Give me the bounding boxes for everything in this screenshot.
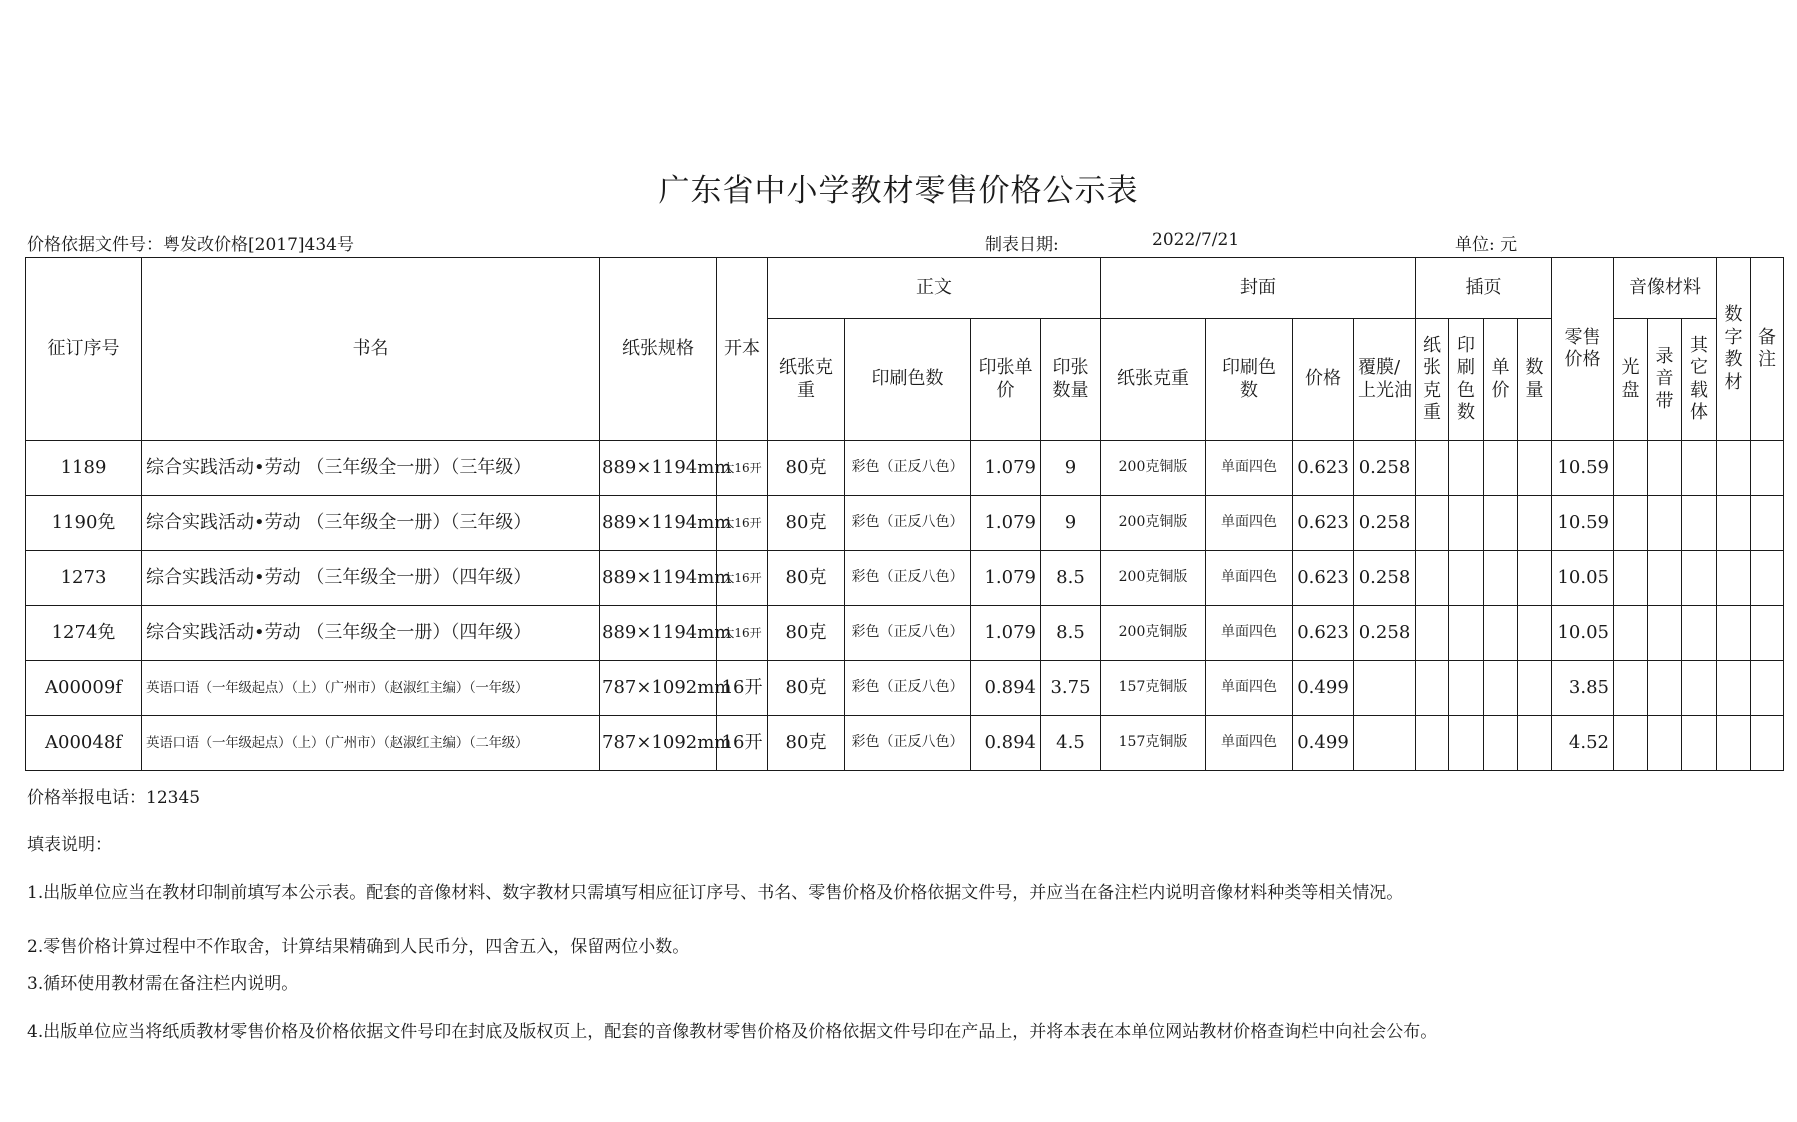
cell-order-no: 1273 [26,551,142,606]
col-cover-price: 价格 [1293,319,1354,441]
cell-empty [1518,606,1552,661]
cell-empty [1717,606,1751,661]
cell-retail-price: 10.59 [1552,496,1614,551]
cell-empty [1682,441,1717,496]
cell-cover-paper: 200克铜版 [1101,551,1206,606]
cell-cover-paper: 200克铜版 [1101,606,1206,661]
cell-empty [1416,661,1449,716]
col-retail-price: 零售价格 [1552,258,1614,441]
date-label: 制表日期: [985,235,1059,255]
col-order-no: 征订序号 [26,258,142,441]
cell-order-no: A00048f [26,716,142,771]
col-book-name: 书名 [142,258,600,441]
cell-sheet-price: 0.894 [971,661,1041,716]
cell-order-no: 1189 [26,441,142,496]
cell-empty [1614,496,1648,551]
cell-empty [1648,716,1682,771]
cell-empty [1614,661,1648,716]
cell-sheet-count: 8.5 [1041,606,1101,661]
report-phone: 价格举报电话：12345 [27,788,201,808]
cell-order-no: A00009f [26,661,142,716]
cell-cover-film: 0.258 [1354,496,1416,551]
page-title: 广东省中小学教材零售价格公示表 [658,173,1139,209]
cell-format: 大16开 [717,496,768,551]
cell-body-paper: 80克 [768,716,845,771]
cell-empty [1449,441,1484,496]
cell-empty [1449,496,1484,551]
col-body-paper-weight: 纸张克重 [768,319,845,441]
cell-empty [1518,716,1552,771]
cell-empty [1751,551,1784,606]
col-av-tape: 录音带 [1648,319,1682,441]
cell-paper-spec: 889×1194mm [600,441,717,496]
cell-empty [1518,441,1552,496]
cell-book-name: 综合实践活动•劳动 （三年级全一册）（四年级） [142,551,600,606]
cell-book-name: 综合实践活动•劳动 （三年级全一册）（四年级） [142,606,600,661]
cell-cover-price: 0.623 [1293,496,1354,551]
cell-paper-spec: 889×1194mm [600,606,717,661]
cell-sheet-count: 4.5 [1041,716,1101,771]
cell-order-no: 1274免 [26,606,142,661]
cell-empty [1518,661,1552,716]
cell-sheet-count: 8.5 [1041,551,1101,606]
cell-empty [1751,606,1784,661]
table-row [26,606,1784,661]
cell-empty [1717,716,1751,771]
cell-empty [1484,551,1518,606]
cell-cover-price: 0.623 [1293,441,1354,496]
cell-empty [1449,661,1484,716]
cell-book-name: 综合实践活动•劳动 （三年级全一册）（三年级） [142,496,600,551]
cell-empty [1518,551,1552,606]
cell-sheet-count: 3.75 [1041,661,1101,716]
group-body-text: 正文 [768,258,1101,319]
cell-cover-film [1354,661,1416,716]
cell-body-color: 彩色（正反八色） [845,496,971,551]
cell-empty [1717,496,1751,551]
header-row-1 [26,258,1784,319]
cell-cover-price: 0.623 [1293,551,1354,606]
cell-empty [1416,716,1449,771]
cell-empty [1449,606,1484,661]
cell-empty [1416,496,1449,551]
col-cover-film: 覆膜/上光油 [1354,319,1416,441]
cell-cover-color: 单面四色 [1206,551,1293,606]
table-row [26,661,1784,716]
cell-empty [1449,716,1484,771]
cell-empty [1484,441,1518,496]
cell-empty [1717,661,1751,716]
cell-book-name: 英语口语（一年级起点）（上）（广州市）（赵淑红主编）（一年级） [142,661,600,716]
table-row [26,441,1784,496]
col-format: 开本 [717,258,768,441]
cell-empty [1416,606,1449,661]
cell-empty [1682,606,1717,661]
col-insert-print-color: 印刷色数 [1449,319,1484,441]
cell-body-color: 彩色（正反八色） [845,606,971,661]
cell-format: 大16开 [717,441,768,496]
col-digital-textbook: 数字教材 [1717,258,1751,441]
cell-paper-spec: 787×1092mm [600,661,717,716]
cell-cover-color: 单面四色 [1206,441,1293,496]
cell-cover-color: 单面四色 [1206,661,1293,716]
col-insert-qty: 数量 [1518,319,1552,441]
col-remark: 备注 [1751,258,1784,441]
cell-cover-paper: 157克铜版 [1101,716,1206,771]
cell-body-paper: 80克 [768,496,845,551]
cell-format: 16开 [717,716,768,771]
cell-cover-film: 0.258 [1354,606,1416,661]
cell-cover-color: 单面四色 [1206,496,1293,551]
note-1: 1.出版单位应当在教材印制前填写本公示表。配套的音像材料、数字教材只需填写相应征订序号、书名、零售价格及价格依据文件号，并应当在备注栏内说明音像材料种类等相关情况。 [27,883,1404,903]
cell-cover-color: 单面四色 [1206,606,1293,661]
cell-sheet-price: 1.079 [971,551,1041,606]
price-basis-doc: 价格依据文件号：粤发改价格[2017]434号 [27,235,354,255]
cell-cover-price: 0.499 [1293,661,1354,716]
cell-empty [1484,496,1518,551]
cell-retail-price: 10.59 [1552,441,1614,496]
cell-format: 大16开 [717,606,768,661]
group-av-materials: 音像材料 [1614,258,1717,319]
cell-empty [1682,716,1717,771]
cell-body-color: 彩色（正反八色） [845,551,971,606]
cell-retail-price: 10.05 [1552,551,1614,606]
cell-empty [1484,661,1518,716]
cell-retail-price: 4.52 [1552,716,1614,771]
cell-body-paper: 80克 [768,441,845,496]
price-table [25,257,1784,771]
table-row [26,496,1784,551]
col-sheet-count: 印张数量 [1041,319,1101,441]
cell-empty [1717,551,1751,606]
cell-empty [1614,606,1648,661]
cell-paper-spec: 889×1194mm [600,496,717,551]
cell-body-color: 彩色（正反八色） [845,661,971,716]
cell-body-paper: 80克 [768,606,845,661]
cell-sheet-price: 1.079 [971,606,1041,661]
cell-sheet-price: 1.079 [971,496,1041,551]
cell-body-paper: 80克 [768,661,845,716]
cell-empty [1484,606,1518,661]
cell-empty [1518,496,1552,551]
cell-empty [1648,551,1682,606]
cell-cover-film [1354,716,1416,771]
col-cover-print-color: 印刷色数 [1206,319,1293,441]
col-sheet-price: 印张单价 [971,319,1041,441]
cell-retail-price: 10.05 [1552,606,1614,661]
group-insert: 插页 [1416,258,1552,319]
cell-empty [1648,661,1682,716]
table-date: 2022/7/21 [1152,230,1240,250]
cell-empty [1682,496,1717,551]
cell-empty [1682,551,1717,606]
cell-format: 16开 [717,661,768,716]
cell-empty [1682,661,1717,716]
cell-sheet-price: 1.079 [971,441,1041,496]
cell-sheet-price: 0.894 [971,716,1041,771]
cell-empty [1751,716,1784,771]
col-insert-paper-weight: 纸张克重 [1416,319,1449,441]
note-2: 2.零售价格计算过程中不作取舍，计算结果精确到人民币分，四舍五入，保留两位小数。 [27,937,690,957]
col-paper-spec: 纸张规格 [600,258,717,441]
currency-unit: 单位: 元 [1455,235,1518,255]
cell-empty [1648,496,1682,551]
cell-empty [1416,551,1449,606]
cell-paper-spec: 889×1194mm [600,551,717,606]
cell-sheet-count: 9 [1041,441,1101,496]
cell-empty [1751,441,1784,496]
cell-paper-spec: 787×1092mm [600,716,717,771]
cell-cover-color: 单面四色 [1206,716,1293,771]
cell-empty [1648,606,1682,661]
cell-cover-paper: 200克铜版 [1101,496,1206,551]
cell-empty [1614,551,1648,606]
cell-empty [1449,551,1484,606]
cell-body-color: 彩色（正反八色） [845,441,971,496]
cell-empty [1416,441,1449,496]
cell-book-name: 英语口语（一年级起点）（上）（广州市）（赵淑红主编）（二年级） [142,716,600,771]
cell-empty [1484,716,1518,771]
cell-format: 大16开 [717,551,768,606]
cell-empty [1648,441,1682,496]
cell-cover-film: 0.258 [1354,551,1416,606]
cell-empty [1717,441,1751,496]
table-row [26,551,1784,606]
cell-book-name: 综合实践活动•劳动 （三年级全一册）（三年级） [142,441,600,496]
cell-cover-price: 0.499 [1293,716,1354,771]
col-cover-paper-weight: 纸张克重 [1101,319,1206,441]
col-av-other: 其它载体 [1682,319,1717,441]
cell-empty [1614,716,1648,771]
cell-cover-price: 0.623 [1293,606,1354,661]
cell-sheet-count: 9 [1041,496,1101,551]
cell-empty [1751,661,1784,716]
notes-heading: 填表说明： [27,835,112,855]
note-4: 4.出版单位应当将纸质教材零售价格及价格依据文件号印在封底及版权页上，配套的音像教材零售价格及价格依据文件号印在产品上，并将本表在本单位网站教材价格查询栏中向社会公布。 [27,1022,1438,1042]
cell-retail-price: 3.85 [1552,661,1614,716]
cell-empty [1751,496,1784,551]
cell-cover-film: 0.258 [1354,441,1416,496]
group-cover: 封面 [1101,258,1416,319]
col-insert-unit-price: 单价 [1484,319,1518,441]
col-body-print-color: 印刷色数 [845,319,971,441]
table-row [26,716,1784,771]
col-av-disc: 光盘 [1614,319,1648,441]
cell-cover-paper: 157克铜版 [1101,661,1206,716]
note-3: 3.循环使用教材需在备注栏内说明。 [27,974,299,994]
cell-body-paper: 80克 [768,551,845,606]
cell-body-color: 彩色（正反八色） [845,716,971,771]
cell-cover-paper: 200克铜版 [1101,441,1206,496]
cell-empty [1614,441,1648,496]
cell-order-no: 1190免 [26,496,142,551]
